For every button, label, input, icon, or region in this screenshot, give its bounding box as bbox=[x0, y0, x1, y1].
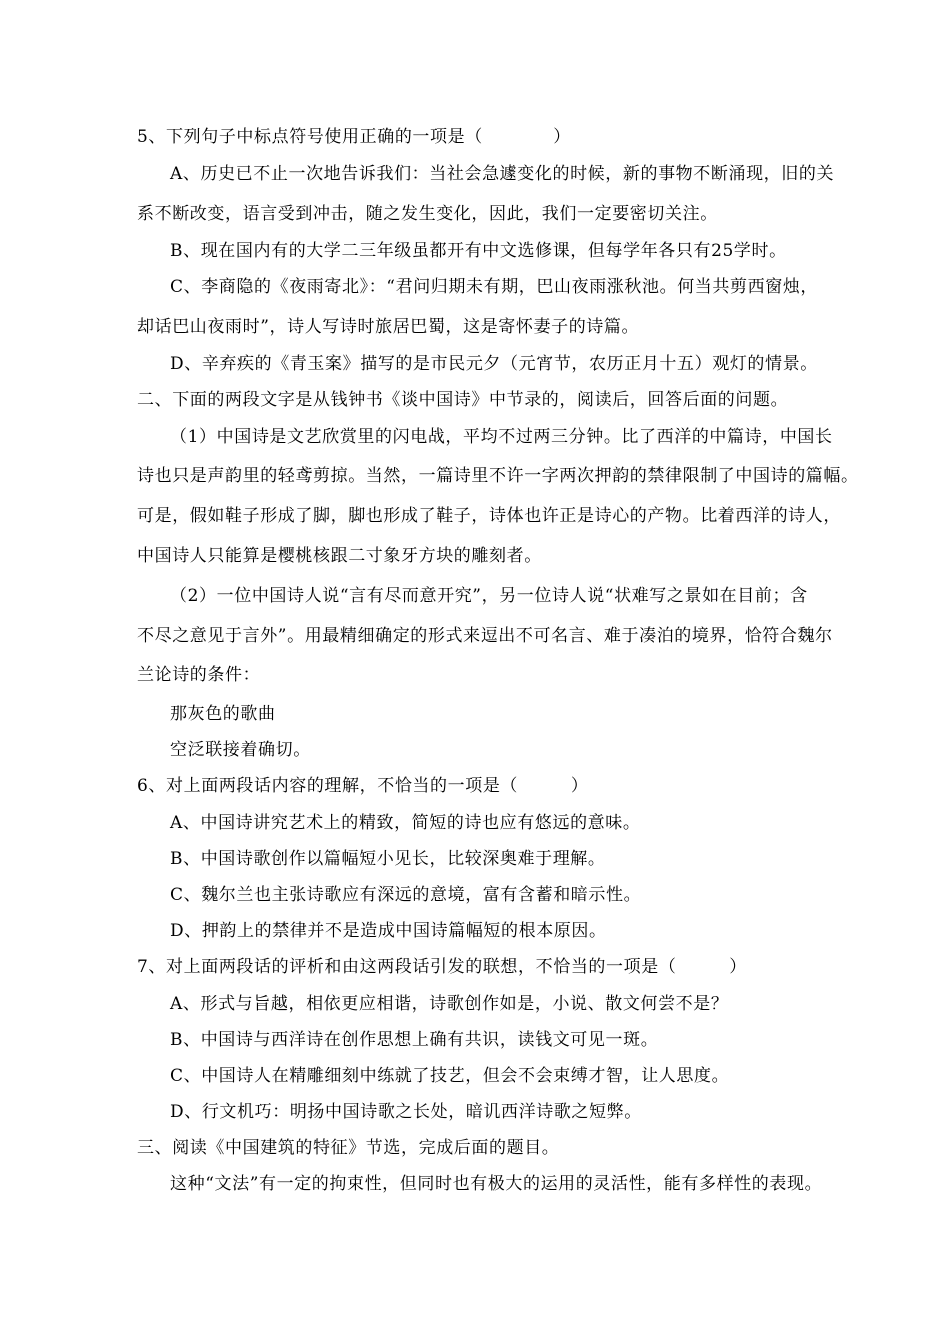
question-5-option-a-line-1: A、历史已不止一次地告诉我们：当社会急遽变化的时候，新的事物不断涌现，旧的关 bbox=[170, 164, 835, 184]
question-7-option-d: D、行文机巧：明扬中国诗歌之长处，暗讥西洋诗歌之短弊。 bbox=[170, 1102, 642, 1122]
question-5-option-d: D、辛弃疾的《青玉案》描写的是市民元夕（元宵节，农历正月十五）观灯的情景。 bbox=[170, 354, 818, 374]
question-7-stem: 7、对上面两段话的评析和由这两段话引发的联想，不恰当的一项是（ ） bbox=[137, 957, 747, 977]
question-6-option-b: B、中国诗歌创作以篇幅短小见长，比较深奥难于理解。 bbox=[170, 849, 606, 869]
question-5-option-c-line-1: C、李商隐的《夜雨寄北》：“君问归期未有期，巴山夜雨涨秋池。何当共剪西窗烛， bbox=[170, 277, 818, 297]
passage-2-line-2: 不尽之意见于言外”。用最精细确定的形式来逗出不可名言、难于凑泊的境界，恰符合魏尔 bbox=[137, 626, 833, 646]
question-6-option-d: D、押韵上的禁律并不是造成中国诗篇幅短的根本原因。 bbox=[170, 921, 607, 941]
passage-1-line-3: 可是，假如鞋子形成了脚，脚也形成了鞋子，诗体也许正是诗心的产物。比着西洋的诗人， bbox=[137, 506, 841, 526]
passage-1-line-2: 诗也只是声韵里的轻鸢剪掠。当然，一篇诗里不许一字两次押韵的禁律限制了中国诗的篇幅。 bbox=[137, 466, 859, 486]
passage-2-line-1: （2）一位中国诗人说“言有尽而意开究”，另一位诗人说“状难写之景如在目前；含 bbox=[170, 586, 808, 606]
question-7-option-b: B、中国诗与西洋诗在创作思想上确有共识，读钱文可见一斑。 bbox=[170, 1030, 659, 1050]
passage-1-line-4: 中国诗人只能算是樱桃核跟二寸象牙方块的雕刻者。 bbox=[137, 546, 542, 566]
question-5-stem: 5、下列句子中标点符号使用正确的一项是（ ） bbox=[137, 127, 571, 147]
passage-2-line-3: 兰论诗的条件： bbox=[137, 665, 261, 685]
passage-1-line-1: （1）中国诗是文艺欣赏里的闪电战，平均不过两三分钟。比了西洋的中篇诗，中国长 bbox=[170, 427, 833, 447]
poem-line-2: 空泛联接着确切。 bbox=[170, 740, 311, 760]
section-3-passage-line-1: 这种“文法”有一定的拘束性，但同时也有极大的运用的灵活性，能有多样性的表现。 bbox=[170, 1174, 823, 1194]
question-7-option-a: A、形式与旨越，相依更应相谐，诗歌创作如是，小说、散文何尝不是？ bbox=[170, 994, 729, 1014]
question-6-option-a: A、中国诗讲究艺术上的精致，简短的诗也应有悠远的意味。 bbox=[170, 813, 641, 833]
question-6-option-c: C、魏尔兰也主张诗歌应有深远的意境，富有含蓄和暗示性。 bbox=[170, 885, 642, 905]
question-6-stem: 6、对上面两段话内容的理解，不恰当的一项是（ ） bbox=[137, 776, 589, 796]
question-7-option-c: C、中国诗人在精雕细刻中练就了技艺，但会不会束缚才智，让人思度。 bbox=[170, 1066, 730, 1086]
question-5-option-c-line-2: 却话巴山夜雨时”，诗人写诗时旅居巴蜀，这是寄怀妻子的诗篇。 bbox=[137, 317, 640, 337]
section-3-heading: 三、阅读《中国建筑的特征》节选，完成后面的题目。 bbox=[137, 1138, 560, 1158]
question-5-option-a-line-2: 系不断改变，语言受到冲击，随之发生变化，因此，我们一定要密切关注。 bbox=[137, 204, 718, 224]
section-2-heading: 二、下面的两段文字是从钱钟书《谈中国诗》中节录的，阅读后，回答后面的问题。 bbox=[137, 390, 789, 410]
poem-line-1: 那灰色的歌曲 bbox=[170, 704, 276, 724]
question-5-option-b: B、现在国内有的大学二三年级虽都开有中文选修课，但每学年各只有25学时。 bbox=[170, 241, 787, 261]
